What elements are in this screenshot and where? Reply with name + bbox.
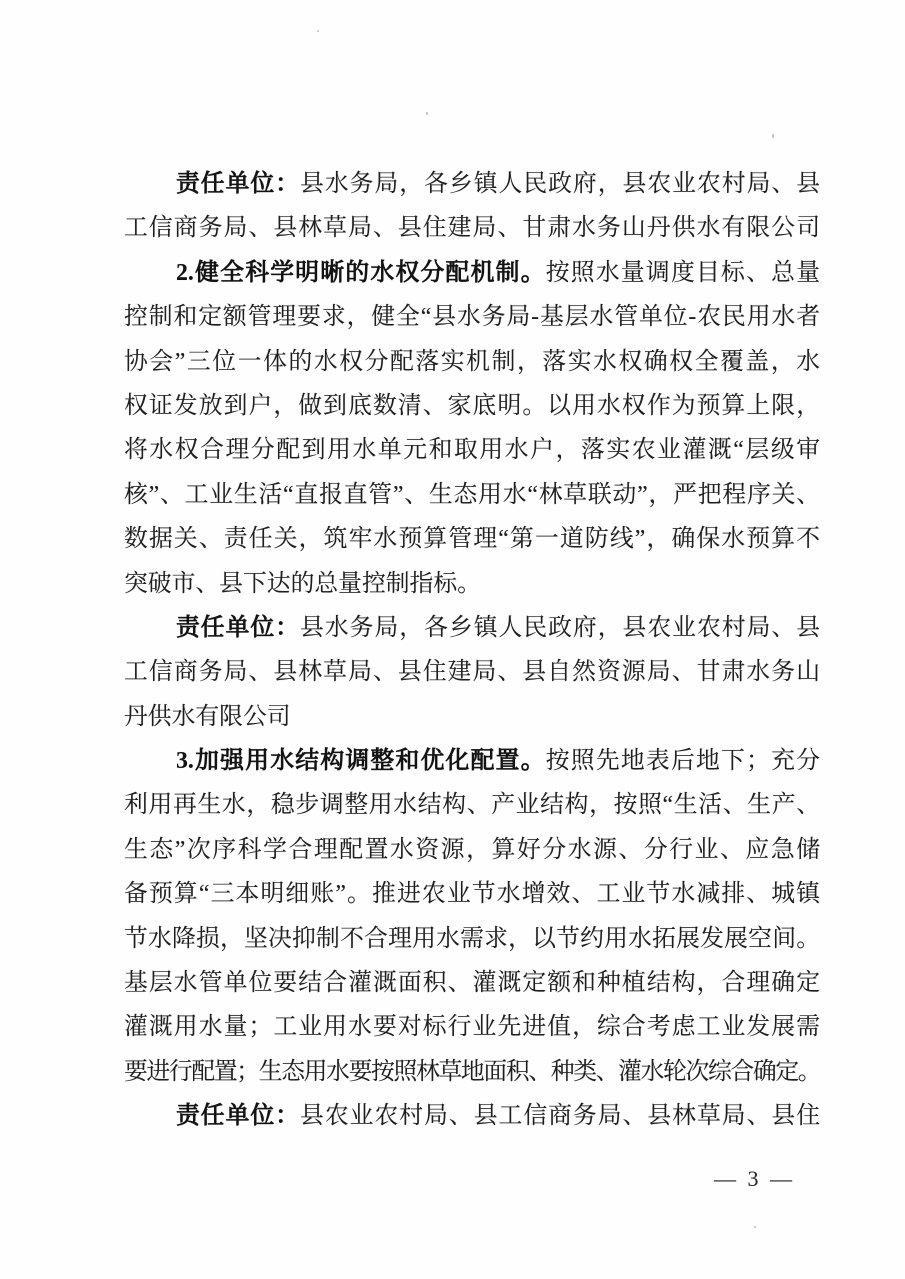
doc-line <box>124 562 820 606</box>
doc-line <box>124 917 820 961</box>
doc-line <box>124 428 820 472</box>
line-text: 备预算“三本明细账”。推进农业节水增效、工业节水减排、城镇 <box>124 881 820 908</box>
bold-lead: 2.健全科学明晰的水权分配机制。 <box>176 259 546 286</box>
doc-line <box>124 872 820 916</box>
bold-lead: 责任单位： <box>176 171 301 197</box>
line-text: 要进行配置；生态用水要按照林草地面积、种类、灌水轮次综合确定。 <box>124 1058 820 1085</box>
page-number: — 3 — <box>714 1166 795 1191</box>
doc-line <box>124 517 820 561</box>
doc-line <box>124 473 820 517</box>
line-text: 县水务局，各乡镇人民政府，县农业农村局、县 <box>300 614 820 641</box>
line-text: 工信商务局、县林草局、县住建局、甘肃水务山丹供水有限公司 <box>124 215 820 242</box>
doc-line <box>124 695 820 739</box>
doc-line <box>124 206 820 250</box>
doc-line <box>124 961 820 1005</box>
line-text: 数据关、责任关，筑牢水预算管理“第一道防线”，确保水预算不 <box>124 526 820 553</box>
bold-lead: 3.加强用水结构调整和优化配置。 <box>176 748 546 775</box>
line-text: 灌溉用水量；工业用水要对标行业先进值，综合考虑工业发展需 <box>124 1014 820 1041</box>
line-text: 节水降损，坚决抑制不合理用水需求，以节约用水拓展发展空间。 <box>124 925 820 952</box>
bold-lead: 责任单位： <box>176 614 301 641</box>
line-text: 突破市、县下达的总量控制指标。 <box>124 570 481 597</box>
scan-speck <box>317 30 319 32</box>
line-text: 按照水量调度目标、总量 <box>545 259 820 286</box>
line-text: 利用再生水，稳步调整用水结构、产业结构，按照“生活、生产、 <box>124 792 820 819</box>
scan-speck <box>772 134 774 138</box>
line-text: 工信商务局、县林草局、县住建局、县自然资源局、甘肃水务山 <box>124 659 820 686</box>
line-text: 核”、工业生活“直报直管”、生态用水“林草联动”，严把程序关、 <box>124 481 820 508</box>
scan-speck <box>754 1226 756 1228</box>
line-text: 按照先地表后地下；充分 <box>545 748 820 775</box>
line-text: 基层水管单位要结合灌溉面积、灌溉定额和种植结构，合理确定 <box>124 970 820 997</box>
doc-line <box>124 340 820 384</box>
line-text: 县农业农村局、县工信商务局、县林草局、县住 <box>300 1103 820 1130</box>
line-text: 将水权合理分配到用水单元和取用水户，落实农业灌溉“层级审 <box>124 437 820 464</box>
doc-line <box>124 251 820 295</box>
doc-line <box>124 783 820 827</box>
doc-line <box>124 739 820 783</box>
doc-line <box>124 162 820 206</box>
doc-line <box>124 606 820 650</box>
line-text: 丹供水有限公司 <box>124 703 291 730</box>
doc-line <box>124 1005 820 1049</box>
line-text: 控制和定额管理要求，健全“县水务局-基层水管单位-农民用水者 <box>124 304 820 331</box>
line-text: 协会”三位一体的水权分配落实机制，落实水权确权全覆盖，水 <box>124 348 820 375</box>
bold-lead: 责任单位： <box>176 1103 301 1130</box>
scan-speck <box>426 112 428 115</box>
line-text: 权证发放到户，做到底数清、家底明。以用水权作为预算上限， <box>124 392 820 419</box>
line-text: 县水务局，各乡镇人民政府，县农业农村局、县 <box>300 171 820 197</box>
line-text: 生态”次序科学合理配置水资源，算好分水源、分行业、应急储 <box>124 836 820 863</box>
doc-line <box>124 828 820 872</box>
doc-line <box>124 1050 820 1094</box>
doc-line <box>124 295 820 339</box>
text-block <box>124 162 820 1139</box>
doc-line <box>124 384 820 428</box>
doc-line <box>124 650 820 694</box>
doc-line <box>124 1094 820 1138</box>
